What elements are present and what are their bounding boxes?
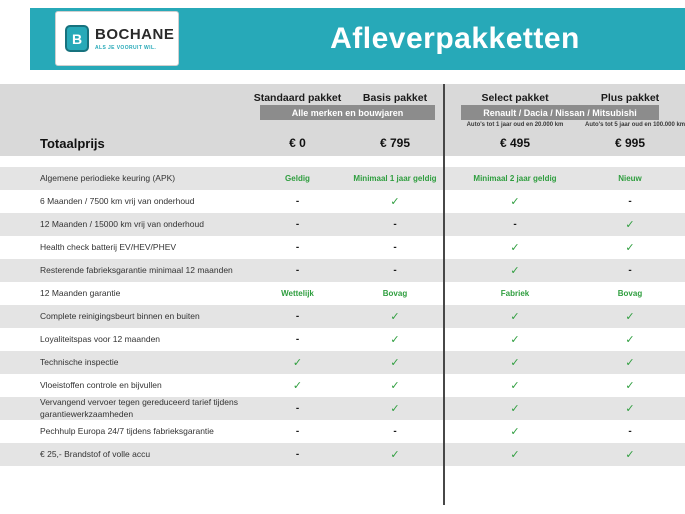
total-price-basis: € 795 xyxy=(379,136,411,150)
feature-row-label: Algemene periodieke keuring (APK) xyxy=(40,172,176,183)
check-icon: ✓ xyxy=(510,265,520,277)
check-icon: ✓ xyxy=(390,334,400,346)
group-badges-row xyxy=(0,105,685,120)
feature-row-label: 12 Maanden garantie xyxy=(40,287,121,298)
check-icon: ✓ xyxy=(510,311,520,323)
dash-mark: - xyxy=(393,265,397,276)
column-header-standaard: Standaard pakket xyxy=(253,91,342,104)
total-price-row xyxy=(0,130,685,156)
brand-logo-text xyxy=(95,26,174,51)
header-banner xyxy=(30,8,685,70)
check-icon: ✓ xyxy=(625,380,635,392)
dash-mark: - xyxy=(628,265,632,276)
feature-row-label: 12 Maanden / 15000 km vrij van onderhoud xyxy=(40,218,204,229)
dash-mark: - xyxy=(393,219,397,230)
feature-row-label: 6 Maanden / 7500 km vrij van onderhoud xyxy=(40,195,195,206)
check-icon: ✓ xyxy=(292,357,303,369)
page-title: Afleverpakketten xyxy=(330,22,580,55)
check-icon: ✓ xyxy=(510,426,520,438)
feature-rows xyxy=(0,167,685,466)
check-icon: ✓ xyxy=(625,357,635,369)
check-icon: ✓ xyxy=(390,357,400,369)
brand-logo-letter: B xyxy=(71,30,83,47)
value-text: Bovag xyxy=(617,289,643,298)
brand-name: BOCHANE xyxy=(95,26,175,43)
table-row xyxy=(0,213,685,236)
dash-mark: - xyxy=(393,426,397,437)
check-icon: ✓ xyxy=(625,242,635,254)
check-icon: ✓ xyxy=(625,219,635,231)
column-header-select: Select pakket xyxy=(481,91,549,104)
table-row xyxy=(0,167,685,190)
check-icon: ✓ xyxy=(510,196,520,208)
check-icon: ✓ xyxy=(510,380,520,392)
feature-row-label: Technische inspectie xyxy=(40,356,119,367)
select-pakket-subnote: Auto's tot 1 jaar oud en 20.000 km xyxy=(466,122,564,128)
check-icon: ✓ xyxy=(390,311,400,323)
table-row xyxy=(0,236,685,259)
dash-mark: - xyxy=(295,265,300,276)
table-row xyxy=(0,190,685,213)
dash-mark: - xyxy=(295,311,300,322)
dash-mark: - xyxy=(295,334,300,345)
table-row xyxy=(0,259,685,282)
dash-mark: - xyxy=(295,242,300,253)
brand-logo xyxy=(55,11,179,66)
check-icon: ✓ xyxy=(510,242,520,254)
table-row xyxy=(0,374,685,397)
dash-mark: - xyxy=(295,196,300,207)
table-header-band xyxy=(0,84,685,156)
table-row xyxy=(0,328,685,351)
table-row xyxy=(0,443,685,466)
table-row xyxy=(0,305,685,328)
table-row xyxy=(0,420,685,443)
brand-tagline: ALS JE VOORUIT WIL. xyxy=(95,45,157,51)
check-icon: ✓ xyxy=(390,196,400,208)
check-icon: ✓ xyxy=(510,449,520,461)
feature-row-label: Complete reinigingsbeurt binnen en buiten xyxy=(40,310,200,321)
column-header-plus: Plus pakket xyxy=(600,91,660,104)
check-icon: ✓ xyxy=(625,403,635,415)
dash-mark: - xyxy=(513,219,517,230)
brand-logo-icon xyxy=(65,25,89,52)
feature-row-label: Health check batterij EV/HEV/PHEV xyxy=(40,241,177,252)
check-icon: ✓ xyxy=(510,357,520,369)
column-group-divider xyxy=(443,84,445,505)
check-icon: ✓ xyxy=(510,334,520,346)
subnotes-row xyxy=(0,120,685,130)
check-icon: ✓ xyxy=(625,334,635,346)
dash-mark: - xyxy=(628,196,632,207)
check-icon: ✓ xyxy=(390,449,400,461)
total-price-label: Totaalprijs xyxy=(40,135,105,151)
feature-row-label: Loyaliteitspas voor 12 maanden xyxy=(40,333,161,344)
total-price-standaard: € 0 xyxy=(289,136,306,150)
feature-row-label: € 25,- Brandstof of volle accu xyxy=(40,448,151,459)
value-text: Geldig xyxy=(285,174,310,183)
dash-mark: - xyxy=(295,219,300,230)
check-icon: ✓ xyxy=(292,380,303,392)
check-icon: ✓ xyxy=(625,311,635,323)
table-row xyxy=(0,397,685,420)
total-price-select: € 495 xyxy=(499,136,531,150)
column-headers-row xyxy=(0,90,685,105)
check-icon: ✓ xyxy=(390,403,400,415)
column-header-basis: Basis pakket xyxy=(362,91,428,104)
value-text: Nieuw xyxy=(618,174,642,183)
value-text: Wettelijk xyxy=(281,289,314,298)
right-group-badge: Renault / Dacia / Nissan / Mitsubishi xyxy=(461,105,659,120)
dash-mark: - xyxy=(295,403,300,414)
feature-row-label: Resterende fabrieksgarantie minimaal 12 maanden xyxy=(40,264,233,275)
value-text: Fabriek xyxy=(500,289,530,298)
plus-pakket-subnote: Auto's tot 5 jaar oud en 100.000 km xyxy=(585,122,685,128)
feature-row-label: Vloeistoffen controle en bijvullen xyxy=(40,379,162,390)
feature-row-label: Pechhulp Europa 24/7 tijdens fabrieksgarantie xyxy=(40,425,214,436)
feature-row-label: Vervangend vervoer tegen gereduceerd tarief tijdens garantiewerkzaamheden xyxy=(40,397,238,419)
left-group-badge: Alle merken en bouwjaren xyxy=(260,105,435,120)
check-icon: ✓ xyxy=(390,380,400,392)
table-row xyxy=(0,351,685,374)
check-icon: ✓ xyxy=(510,403,520,415)
value-text: Minimaal 1 jaar geldig xyxy=(353,174,437,183)
value-text: Minimaal 2 jaar geldig xyxy=(473,174,557,183)
table-row xyxy=(0,282,685,305)
dash-mark: - xyxy=(628,426,632,437)
dash-mark: - xyxy=(295,449,300,460)
total-price-plus: € 995 xyxy=(614,136,646,150)
check-icon: ✓ xyxy=(625,449,635,461)
dash-mark: - xyxy=(295,426,300,437)
dash-mark: - xyxy=(393,242,397,253)
value-text: Bovag xyxy=(382,289,408,298)
